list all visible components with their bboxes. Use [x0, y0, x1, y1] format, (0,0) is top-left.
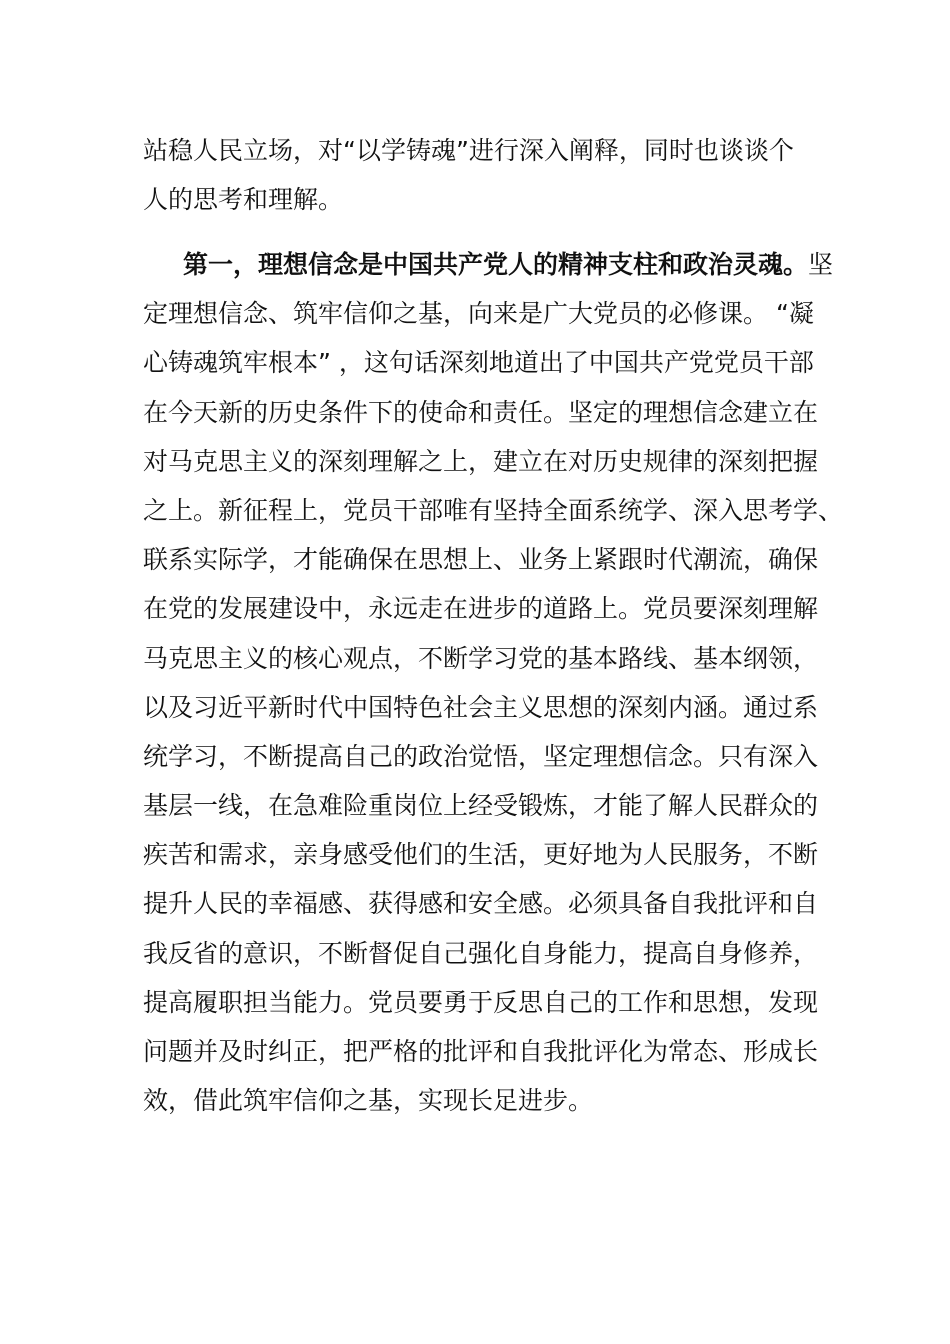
text-line: 定理想信念、筑牢信仰之基，向来是广大党员的必修课。 “凝	[143, 299, 814, 329]
paragraph-continuation	[143, 126, 815, 224]
text-line: 人的思考和理解。	[143, 185, 344, 215]
paragraph-first-line	[143, 240, 834, 289]
text-line: 提升人民的幸福感、获得感和安全感。必须具备自我批评和自	[143, 889, 819, 919]
text-line: 统学习，不断提高自己的政治觉悟，坚定理想信念。只有深入	[143, 741, 819, 771]
text-line: 我反省的意识，不断督促自己强化自身能力，提高自身修养，	[143, 938, 819, 968]
text-line: 以及习近平新时代中国特色社会主义思想的深刻内涵。通过系	[143, 692, 819, 722]
text-line: 之上。新征程上，党员干部唯有坚持全面系统学、深入思考学、	[143, 495, 844, 525]
paragraph-first-point	[143, 240, 844, 1125]
text-line: 站稳人民立场，对“以学铸魂”进行深入阐释，同时也谈谈个	[143, 136, 794, 165]
text-line: 心铸魂筑牢根本” ，这句话深刻地道出了中国共产党党员干部	[143, 348, 814, 378]
text-line: 联系实际学，才能确保在思想上、业务上紧跟时代潮流，确保	[143, 545, 819, 575]
text-line: 提高履职担当能力。党员要勇于反思自己的工作和思想，发现	[143, 987, 819, 1017]
text-line: 马克思主义的核心观点，不断学习党的基本路线、基本纲领，	[143, 643, 819, 673]
text-line: 疾苦和需求，亲身感受他们的生活，更好地为人民服务，不断	[143, 840, 819, 870]
text-line: 效，借此筑牢信仰之基，实现长足进步。	[143, 1086, 594, 1116]
text-line: 问题并及时纠正，把严格的批评和自我批评化为常态、形成长	[143, 1037, 819, 1066]
text-line: 在今天新的历史条件下的使命和责任。坚定的理想信念建立在	[143, 397, 819, 427]
paragraph-heading: 第一，理想信念是中国共产党人的精神支柱和政治灵魂。	[183, 250, 809, 279]
text-line: 对马克思主义的深刻理解之上，建立在对历史规律的深刻把握	[143, 446, 819, 476]
text-line: 基层一线，在急难险重岗位上经受锻炼，才能了解人民群众的	[143, 791, 819, 821]
text-line: 在党的发展建设中，永远走在进步的道路上。党员要深刻理解	[143, 594, 819, 624]
heading-trailing-text: 坚	[808, 250, 834, 279]
